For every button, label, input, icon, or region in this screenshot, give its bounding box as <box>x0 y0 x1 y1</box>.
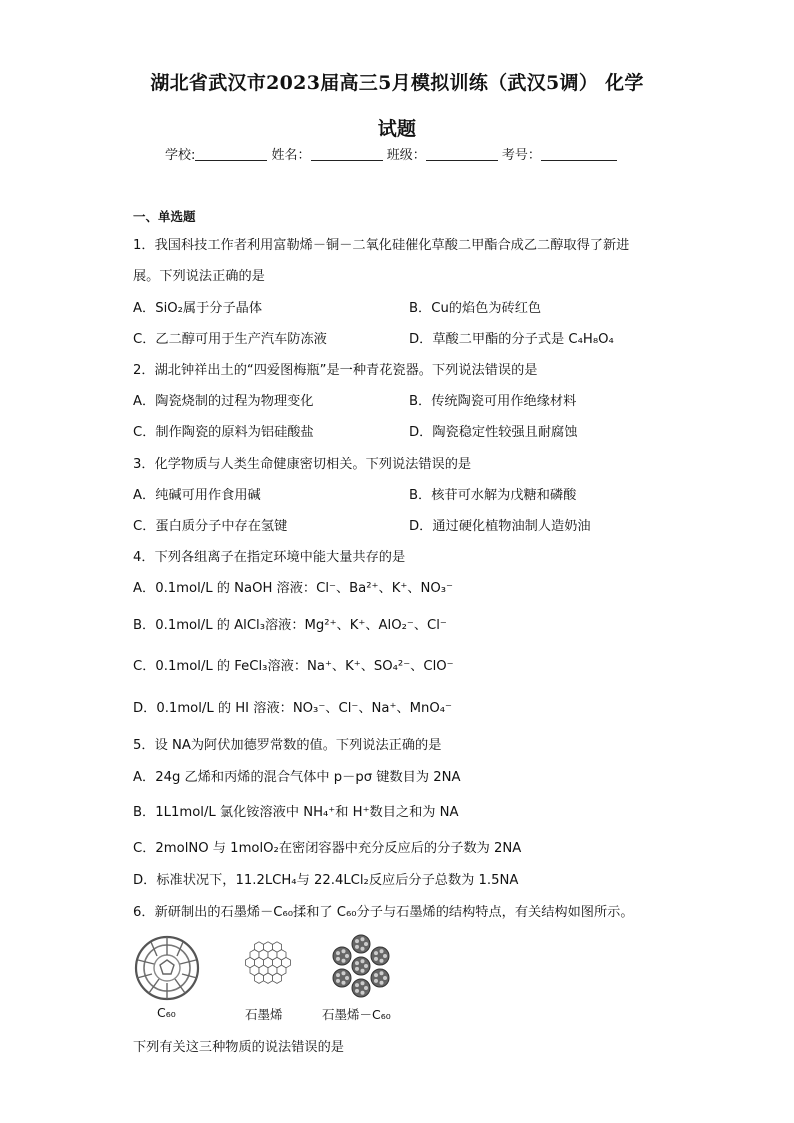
q2-option-d: D．陶瓷稳定性较强且耐腐蚀 <box>409 425 578 440</box>
q1-option-c: C．乙二醇可用于生产汽车防冻液 <box>133 332 327 347</box>
graphene-c60-structure-image <box>322 934 400 998</box>
graphene-label: 石墨烯 <box>245 1007 283 1022</box>
student-info-row <box>165 144 617 163</box>
q2-option-a: A．陶瓷烧制的过程为物理变化 <box>133 394 314 409</box>
exam-title-line2: 试题 <box>377 118 417 140</box>
q5-option-d: D．标准状况下，11.2LCH₄与 22.4LCl₂反应后分子总数为 1.5NA <box>133 873 519 888</box>
name-blank[interactable] <box>311 146 383 161</box>
class-label: 班级： <box>386 148 426 163</box>
q3-option-b: B．核苷可水解为戊糖和磷酸 <box>409 488 577 503</box>
q4-option-b: B．0.1mol/L 的 AlCl₃溶液：Mg²⁺、K⁺、AlO₂⁻、Cl⁻ <box>133 618 447 633</box>
q5-option-b: B．1L1mol/L 氯化铵溶液中 NH₄⁺和 H⁺数目之和为 NA <box>133 805 459 820</box>
graphene-c60-label: 石墨烯－C₆₀ <box>322 1007 391 1022</box>
name-label: 姓名： <box>271 148 311 163</box>
q2-stem: 2．湖北钟祥出土的“四爱图梅瓶”是一种青花瓷器。下列说法错误的是 <box>133 363 538 378</box>
school-label: 学校: <box>165 148 196 163</box>
q1-option-d: D．草酸二甲酯的分子式是 C₄H₈O₄ <box>409 332 614 347</box>
class-blank[interactable] <box>426 146 498 161</box>
q5-option-a: A．24g 乙烯和丙烯的混合气体中 p－pσ 键数目为 2NA <box>133 770 461 785</box>
q4-stem: 4．下列各组离子在指定环境中能大量共存的是 <box>133 550 406 565</box>
q1-option-a: A．SiO₂属于分子晶体 <box>133 301 263 316</box>
graphene-structure-image <box>240 938 296 996</box>
c60-label: C₆₀ <box>157 1005 176 1020</box>
q3-option-c: C．蛋白质分子中存在氢键 <box>133 519 288 534</box>
q5-option-c: C．2molNO 与 1molO₂在密闭容器中充分反应后的分子数为 2NA <box>133 841 522 856</box>
c60-structure-image <box>133 934 201 1002</box>
section-heading: 一、单选题 <box>133 209 196 224</box>
q5-stem: 5．设 NA为阿伏加德罗常数的值。下列说法正确的是 <box>133 738 442 753</box>
exam-title-line1: 湖北省武汉市2023届高三5月模拟训练（武汉5调） 化学 <box>150 72 644 94</box>
q6-stem: 6．新研制出的石墨烯－C₆₀揉和了 C₆₀分子与石墨烯的结构特点，有关结构如图所示。 <box>133 905 634 920</box>
q6-tail: 下列有关这三种物质的说法错误的是 <box>133 1040 344 1055</box>
q2-option-c: C．制作陶瓷的原料为铝硅酸盐 <box>133 425 314 440</box>
q1-stem-line2: 展。下列说法正确的是 <box>133 269 265 284</box>
q3-stem: 3．化学物质与人类生命健康密切相关。下列说法错误的是 <box>133 457 472 472</box>
q4-option-a: A．0.1mol/L 的 NaOH 溶液：Cl⁻、Ba²⁺、K⁺、NO₃⁻ <box>133 581 453 596</box>
school-blank[interactable] <box>195 146 267 161</box>
q1-option-b: B．Cu的焰色为砖红色 <box>409 301 542 316</box>
q1-stem-line1: 1．我国科技工作者利用富勒烯－铜－二氧化硅催化草酸二甲酯合成乙二醇取得了新进 <box>133 238 630 253</box>
q4-option-d: D．0.1mol/L 的 HI 溶液：NO₃⁻、Cl⁻、Na⁺、MnO₄⁻ <box>133 701 452 716</box>
exam-no-label: 考号： <box>501 148 541 163</box>
q3-option-a: A．纯碱可用作食用碱 <box>133 488 261 503</box>
exam-no-blank[interactable] <box>541 146 617 161</box>
q4-option-c: C．0.1mol/L 的 FeCl₃溶液：Na⁺、K⁺、SO₄²⁻、ClO⁻ <box>133 659 454 674</box>
q3-option-d: D．通过硬化植物油制人造奶油 <box>409 519 591 534</box>
q2-option-b: B．传统陶瓷可用作绝缘材料 <box>409 394 577 409</box>
